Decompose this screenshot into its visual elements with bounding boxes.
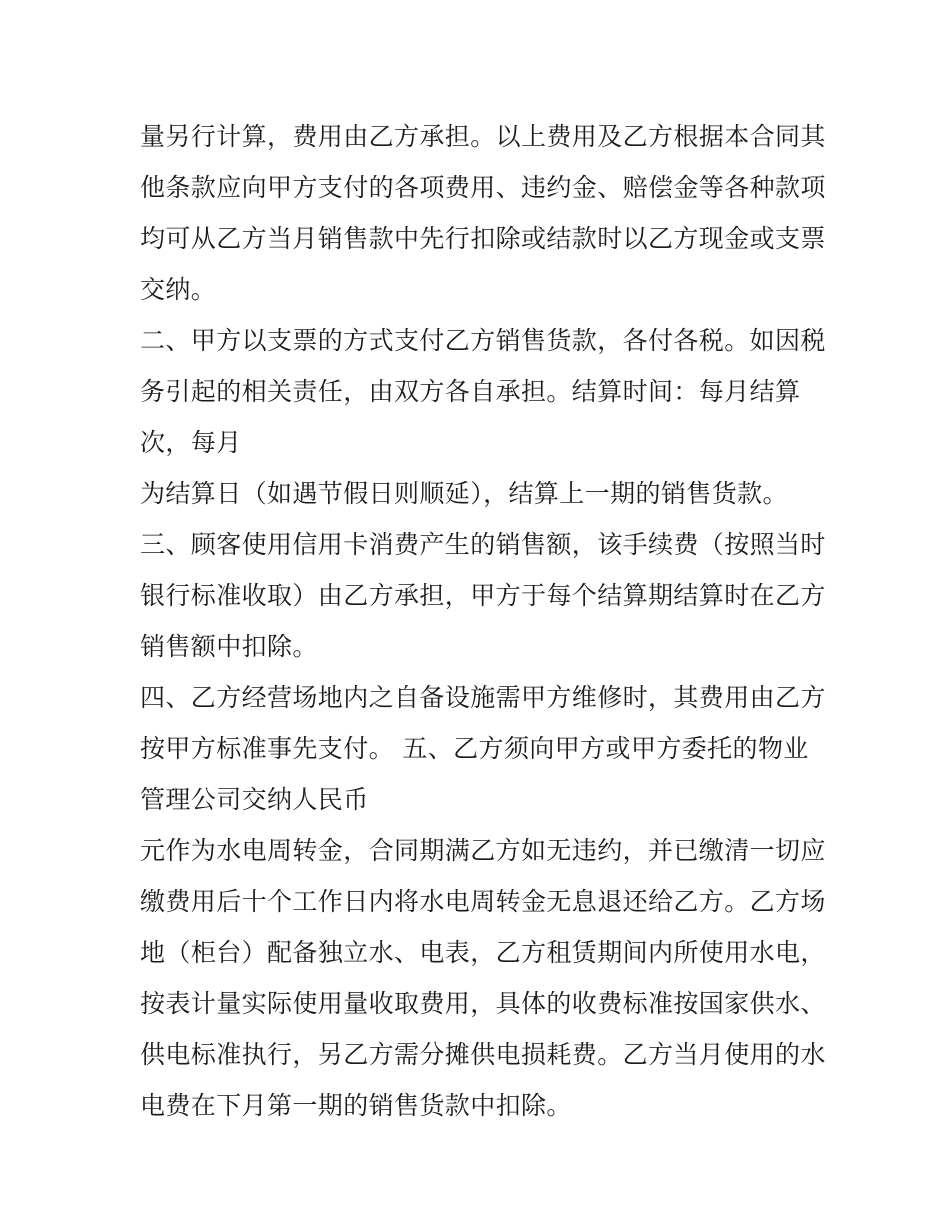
text-line: 供电标准执行，另乙方需分摊供电损耗费。乙方当月使用的水 bbox=[140, 1040, 826, 1069]
text-line: 四、乙方经营场地内之自备设施需甲方维修时，其费用由乙方 bbox=[140, 683, 826, 712]
text-line: 交纳。 bbox=[140, 275, 217, 304]
text-line: 为结算日（如遇节假日则顺延），结算上一期的销售货款。 bbox=[140, 479, 788, 508]
text-line: 按表计量实际使用量收取费用，具体的收费标准按国家供水、 bbox=[140, 989, 826, 1018]
text-line: 务引起的相关责任，由双方各自承担。结算时间：每月结算 bbox=[140, 377, 801, 406]
text-line: 地（柜台）配备独立水、电表，乙方租赁期间内所使用水电， bbox=[140, 938, 826, 967]
text-line: 他条款应向甲方支付的各项费用、违约金、赔偿金等各种款项 bbox=[140, 173, 826, 202]
text-line: 量另行计算，费用由乙方承担。以上费用及乙方根据本合同其 bbox=[140, 122, 826, 151]
text-line: 电费在下月第一期的销售货款中扣除。 bbox=[140, 1091, 572, 1120]
text-line: 二、甲方以支票的方式支付乙方销售货款，各付各税。如因税 bbox=[140, 326, 826, 355]
text-line: 均可从乙方当月销售款中先行扣除或结款时以乙方现金或支票 bbox=[140, 224, 826, 253]
text-line: 按甲方标准事先支付。 五、乙方须向甲方或甲方委托的物业 bbox=[140, 734, 809, 763]
text-line: 管理公司交纳人民币 bbox=[140, 785, 369, 814]
text-line: 销售额中扣除。 bbox=[140, 632, 318, 661]
text-line: 银行标准收取）由乙方承担，甲方于每个结算期结算时在乙方 bbox=[140, 581, 826, 610]
text-line: 次，每月 bbox=[140, 428, 242, 457]
document-body bbox=[140, 111, 830, 1131]
text-line: 缴费用后十个工作日内将水电周转金无息退还给乙方。乙方场 bbox=[140, 887, 826, 916]
text-line: 元作为水电周转金，合同期满乙方如无违约，并已缴清一切应 bbox=[140, 836, 826, 865]
text-line: 三、顾客使用信用卡消费产生的销售额，该手续费（按照当时 bbox=[140, 530, 826, 559]
